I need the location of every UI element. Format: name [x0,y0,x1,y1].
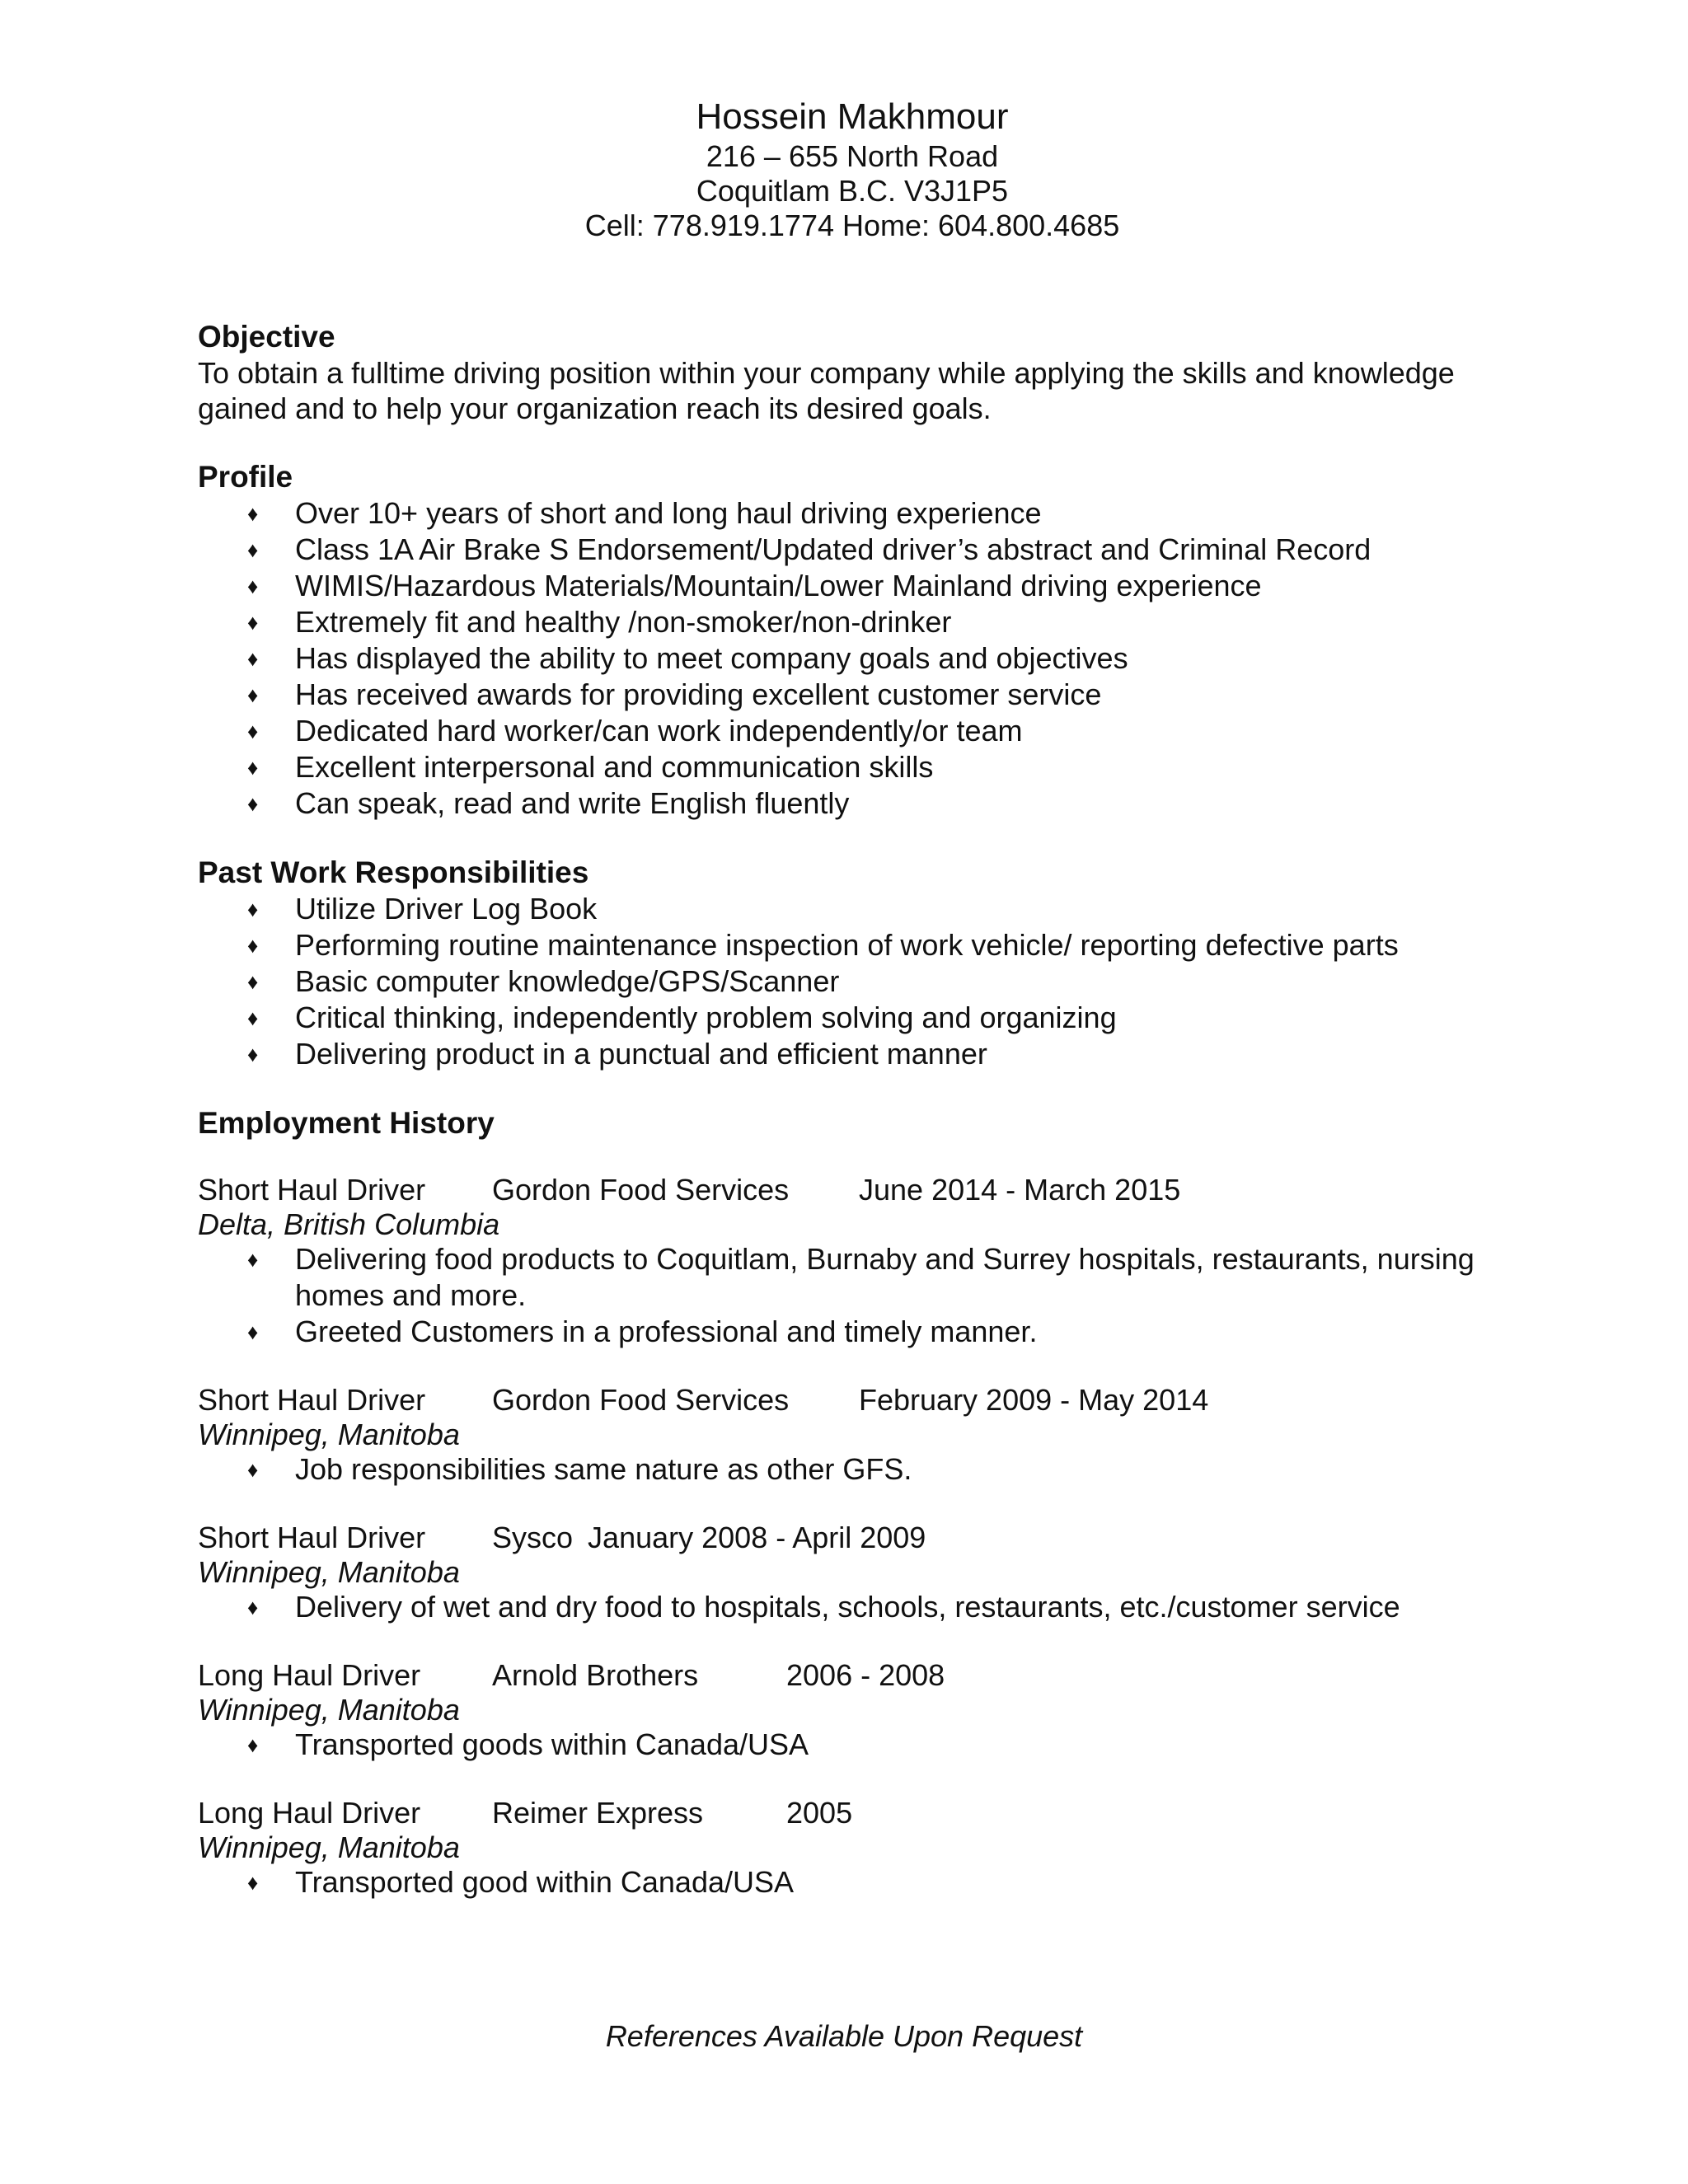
bullet-diamond-icon: ♦ [247,1870,259,1895]
bullet-diamond-icon: ♦ [247,1595,259,1619]
profile-item [247,495,1507,532]
profile-section [198,459,1507,822]
bullet-diamond-icon: ♦ [247,682,259,707]
responsibility-item-text: Performing routine maintenance inspection of work vehicle/ reporting defective parts [295,928,1399,962]
responsibilities-title: Past Work Responsibilities [198,855,589,889]
job-dates: January 2008 - April 2009 [588,1521,926,1554]
profile-item-text: Dedicated hard worker/can work independently/or team [295,714,1023,748]
bullet-diamond-icon: ♦ [247,1457,259,1482]
job-company: Reimer Express [492,1796,704,1830]
resume-header [198,95,1507,243]
employment-section [198,1105,1507,1900]
profile-item [247,568,1507,604]
bullet-diamond-icon: ♦ [247,933,259,958]
job-title: Short Haul Driver [198,1173,426,1207]
job-header [198,1521,1507,1555]
job-location: Winnipeg, Manitoba [198,1418,460,1451]
bullet-diamond-icon: ♦ [247,1042,259,1066]
bullet-diamond-icon: ♦ [247,1732,259,1757]
job-duty-item [247,1451,1507,1488]
job-duty-text: Job responsibilities same nature as other GFS. [295,1452,912,1486]
job-duty-item [247,1727,1507,1763]
job-duty-text: Greeted Customers in a professional and timely manner. [295,1315,1038,1348]
job-entry [198,1383,1507,1488]
bullet-diamond-icon: ♦ [247,1319,259,1344]
job-title: Long Haul Driver [198,1658,421,1692]
responsibility-item-text: Utilize Driver Log Book [295,892,598,926]
address-line-2: Coquitlam B.C. V3J1P5 [696,174,1009,208]
profile-item-text: Excellent interpersonal and communication skills [295,750,934,784]
job-header [198,1173,1507,1207]
profile-item [247,640,1507,677]
profile-item [247,532,1507,568]
job-duties [198,1864,1507,1900]
job-header [198,1383,1507,1418]
job-duty-text: Transported good within Canada/USA [295,1865,795,1899]
profile-item-text: WIMIS/Hazardous Materials/Mountain/Lower Mainland driving experience [295,569,1262,602]
job-entry [198,1796,1507,1900]
job-location: Winnipeg, Manitoba [198,1830,460,1864]
job-header [198,1658,1507,1693]
profile-item [247,785,1507,822]
job-dates: 2005 [786,1796,853,1830]
profile-title: Profile [198,460,293,494]
job-duty-text: Transported goods within Canada/USA [295,1727,809,1761]
job-dates: February 2009 - May 2014 [859,1383,1209,1417]
job-entry [198,1658,1507,1763]
responsibilities-list [198,891,1507,1072]
objective-title: Objective [198,320,335,354]
address-line-1: 216 – 655 North Road [706,139,999,173]
job-company: Gordon Food Services [492,1173,790,1207]
responsibility-item [247,891,1507,927]
bullet-diamond-icon: ♦ [247,501,259,526]
responsibility-item [247,927,1507,963]
job-duty-text: Delivery of wet and dry food to hospitals, schools, restaurants, etc./customer service [295,1590,1400,1624]
job-duty-item [247,1314,1507,1350]
applicant-name: Hossein Makhmour [696,96,1009,137]
profile-item [247,713,1507,749]
job-duty-text: Delivering food products to Coquitlam, Burnaby and Surrey hospitals, restaurants, nursing homes and more. [295,1242,1475,1312]
job-dates: June 2014 - March 2015 [859,1173,1181,1207]
bullet-diamond-icon: ♦ [247,537,259,562]
profile-item-text: Over 10+ years of short and long haul driving experience [295,496,1042,530]
profile-item [247,604,1507,640]
profile-item [247,749,1507,785]
job-duties [198,1589,1507,1625]
profile-item-text: Has displayed the ability to meet company goals and objectives [295,641,1128,675]
employment-title: Employment History [198,1106,495,1140]
responsibility-item [247,1036,1507,1072]
bullet-diamond-icon: ♦ [247,719,259,743]
job-location: Winnipeg, Manitoba [198,1555,460,1589]
responsibility-item [247,963,1507,1000]
responsibilities-section [198,855,1507,1072]
job-location: Winnipeg, Manitoba [198,1693,460,1727]
objective-text: To obtain a fulltime driving position within your company while applying the skills and knowledge gained and to help your organization reach its desired goals. [198,356,1455,425]
responsibility-item [247,1000,1507,1036]
bullet-diamond-icon: ♦ [247,755,259,780]
job-duty-item [247,1241,1507,1314]
responsibility-item-text: Delivering product in a punctual and efficient manner [295,1037,987,1071]
job-entry [198,1173,1507,1350]
responsibility-item-text: Basic computer knowledge/GPS/Scanner [295,964,840,998]
bullet-diamond-icon: ♦ [247,897,259,921]
profile-item-text: Extremely fit and healthy /non-smoker/non-drinker [295,605,952,639]
job-title: Short Haul Driver [198,1383,426,1417]
job-duty-item [247,1589,1507,1625]
profile-item-text: Has received awards for providing excellent customer service [295,677,1102,711]
bullet-diamond-icon: ♦ [247,610,259,635]
job-company: Gordon Food Services [492,1383,790,1417]
job-duties [198,1241,1507,1350]
job-company: Arnold Brothers [492,1658,699,1692]
job-title: Short Haul Driver [198,1521,426,1554]
job-location: Delta, British Columbia [198,1207,500,1241]
responsibility-item-text: Critical thinking, independently problem solving and organizing [295,1001,1117,1034]
bullet-diamond-icon: ♦ [247,646,259,671]
phone-numbers: Cell: 778.919.1774 Home: 604.800.4685 [584,209,1120,242]
job-duty-item [247,1864,1507,1900]
bullet-diamond-icon: ♦ [247,574,259,598]
profile-list [198,495,1507,822]
job-company: Sysco [492,1521,574,1554]
job-entry [198,1521,1507,1625]
bullet-diamond-icon: ♦ [247,791,259,816]
profile-item-text: Can speak, read and write English fluently [295,786,850,820]
bullet-diamond-icon: ♦ [247,1005,259,1030]
objective-section [198,319,1507,426]
job-header [198,1796,1507,1830]
job-duties [198,1451,1507,1488]
profile-item-text: Class 1A Air Brake S Endorsement/Updated driver’s abstract and Criminal Record [295,532,1372,566]
profile-item [247,677,1507,713]
job-duties [198,1727,1507,1763]
bullet-diamond-icon: ♦ [247,1247,259,1272]
job-dates: 2006 - 2008 [786,1658,945,1692]
job-title: Long Haul Driver [198,1796,421,1830]
references-note: References Available Upon Request [605,2019,1083,2053]
bullet-diamond-icon: ♦ [247,969,259,994]
